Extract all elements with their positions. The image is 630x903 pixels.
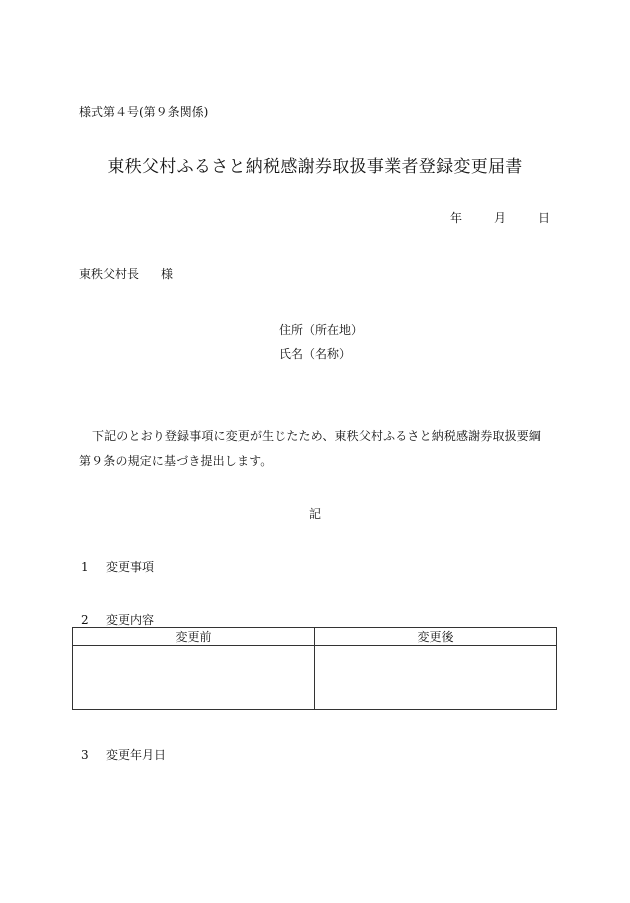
recipient [79, 265, 173, 282]
item-label: 変更内容 [106, 613, 155, 627]
ki-heading: 記 [308, 507, 321, 521]
applicant-block [279, 318, 363, 366]
document-title: 東秩父村ふるさと納税感謝券取扱事業者登録変更届書 [107, 157, 523, 177]
header-before: 変更前 [73, 628, 315, 646]
recipient-honorific: 様 [161, 267, 174, 281]
cell-before [73, 646, 315, 710]
item-label: 変更事項 [106, 560, 155, 574]
item-number: 2 [81, 613, 89, 627]
form-number: 様式第４号(第９条関係) [79, 105, 209, 119]
item-number: 3 [81, 748, 89, 762]
change-content-table [72, 627, 557, 710]
date-month-label: 月 [493, 211, 506, 225]
address-label: 住所（所在地） [279, 323, 364, 337]
recipient-name: 東秩父村長 [79, 267, 140, 281]
date-day-label: 日 [537, 211, 550, 225]
name-label: 氏名（名称） [279, 347, 352, 361]
table-header-row [73, 628, 557, 646]
date-year-label: 年 [449, 211, 462, 225]
date-line [450, 209, 550, 226]
item-change-matters [81, 558, 154, 575]
header-after: 変更後 [315, 628, 557, 646]
item-change-content [81, 611, 154, 628]
item-number: 1 [81, 560, 89, 574]
table-row [73, 646, 557, 710]
cell-after [315, 646, 557, 710]
item-label: 変更年月日 [106, 748, 167, 762]
item-change-date [81, 746, 166, 763]
body-paragraph: 下記のとおり登録事項に変更が生じたため、東秩父村ふるさと納税感謝券取扱要綱第９条の規定に基づき提出します。 [79, 429, 542, 468]
